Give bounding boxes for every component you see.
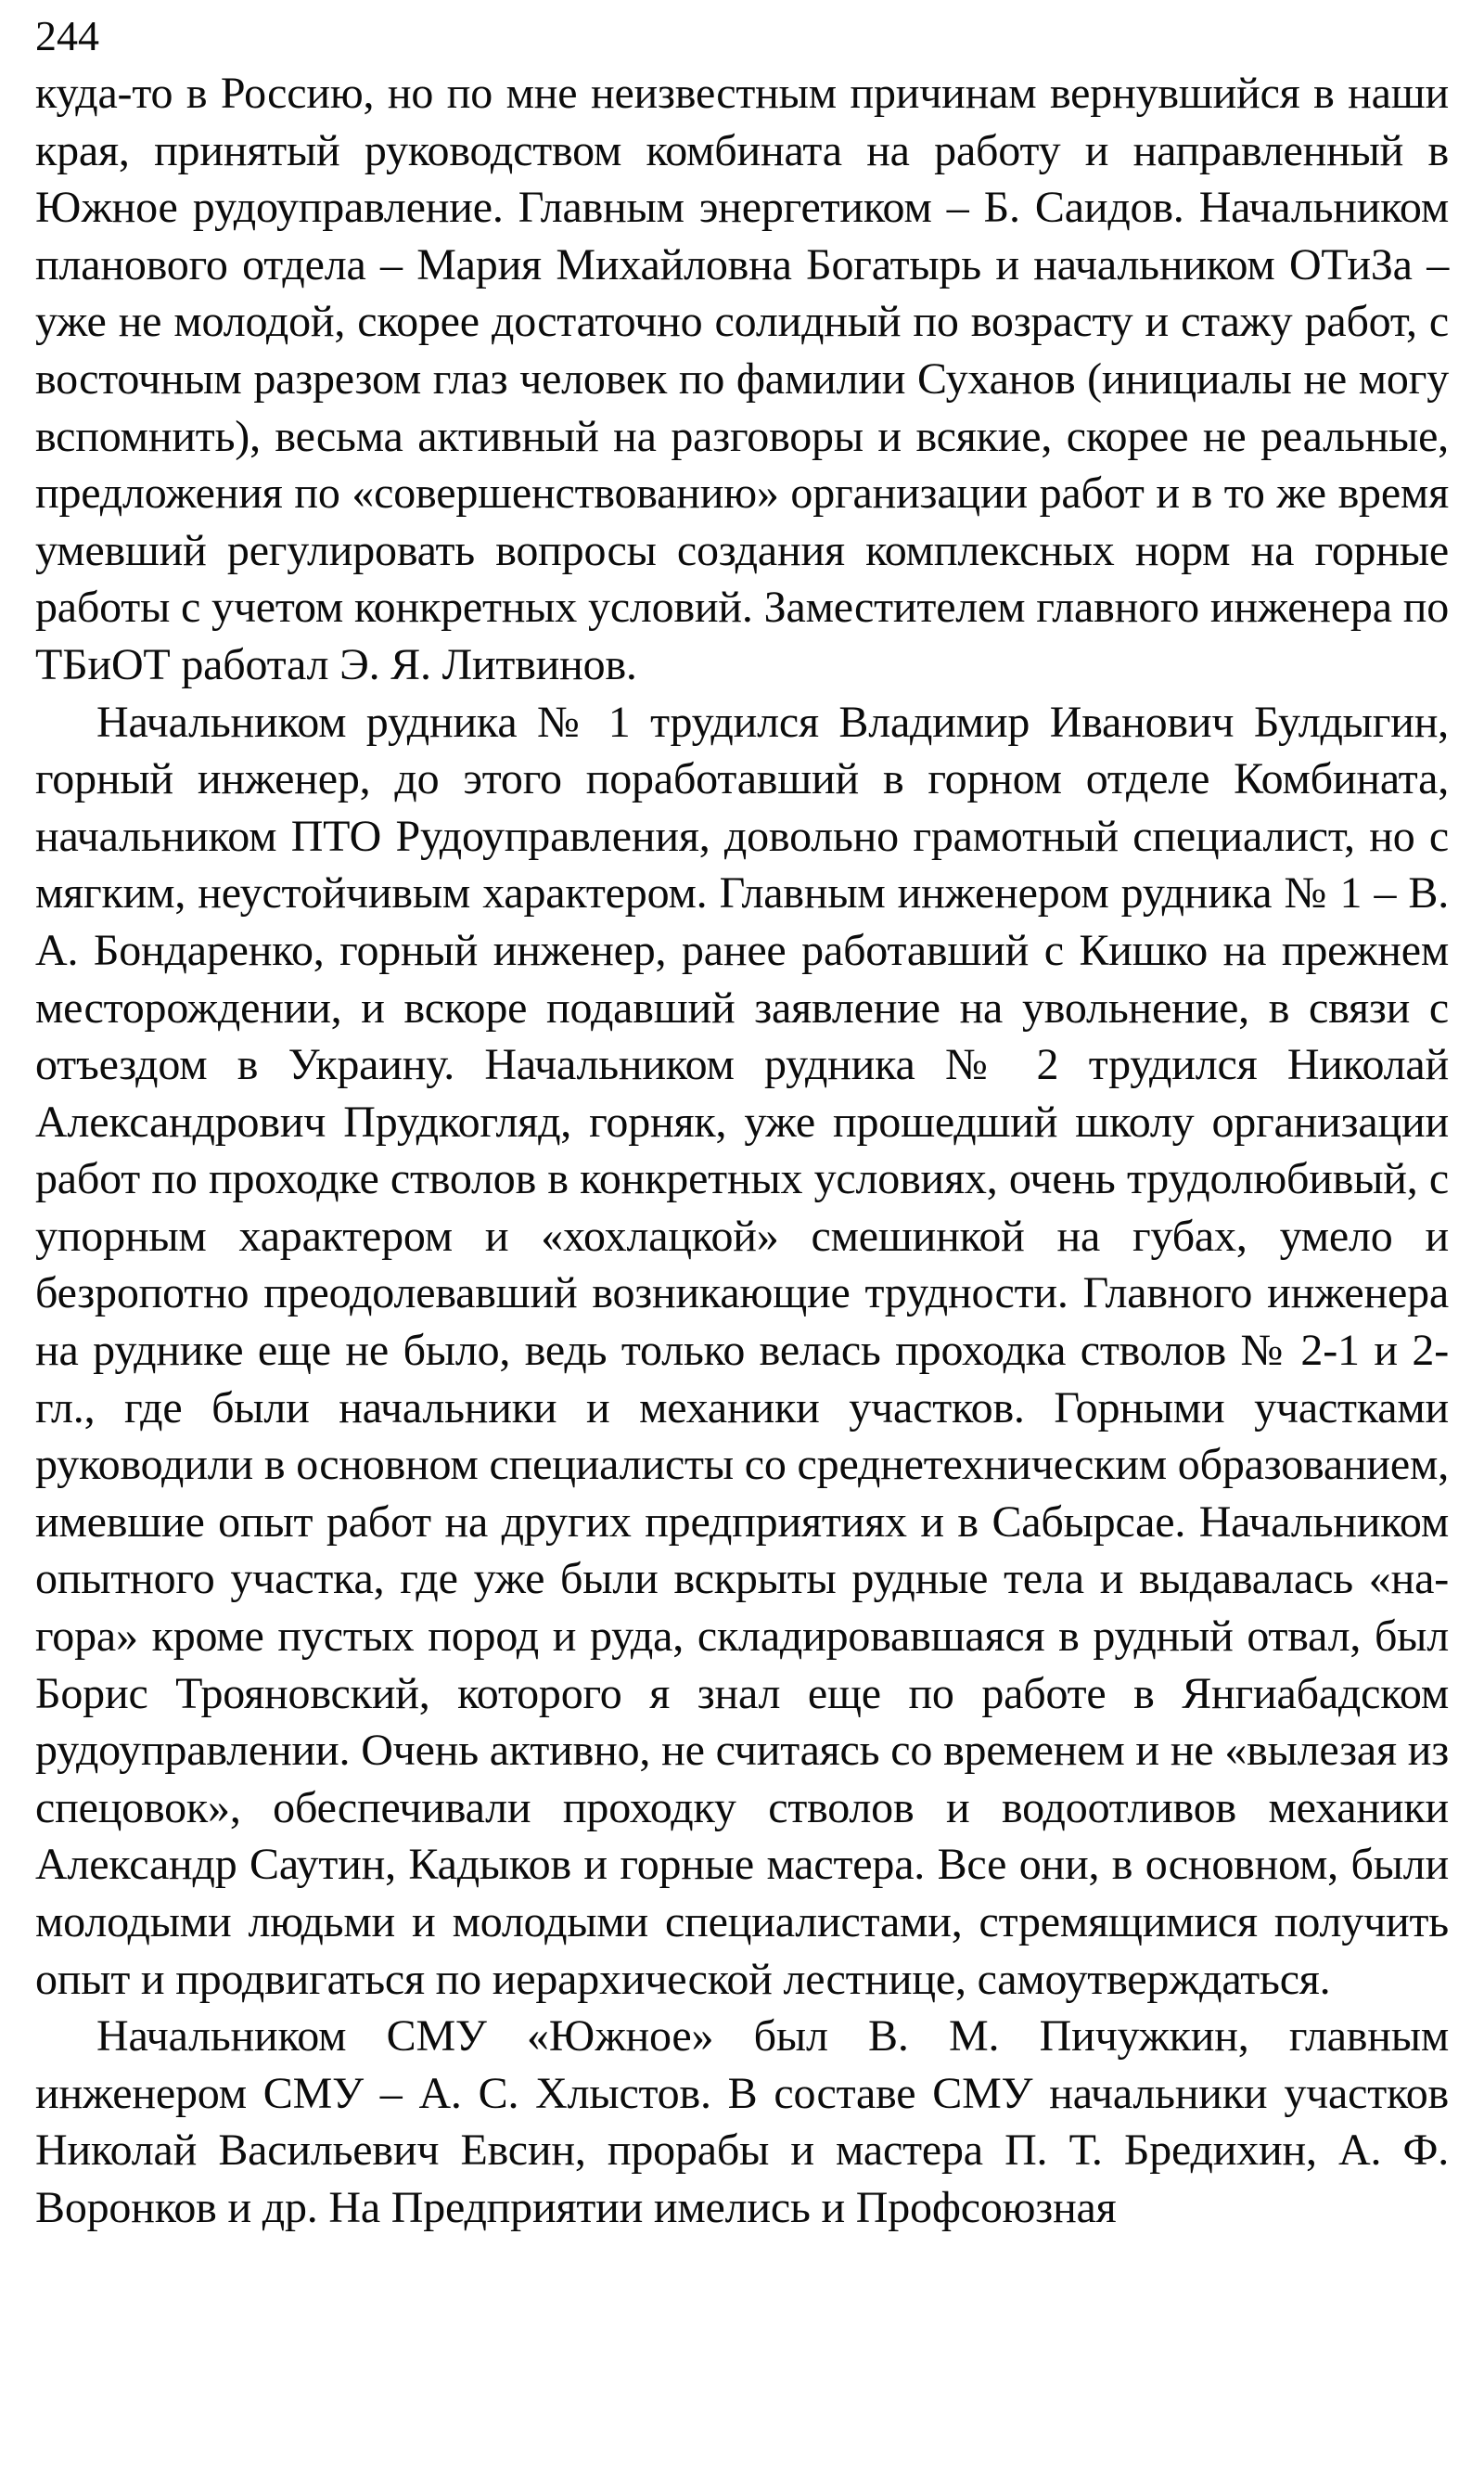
- paragraph-2: Начальником рудника № 1 трудился Владимир Иванович Булдыгин, горный инженер, до этого поработавший в горном отделе Комбината, начальником ПТО Рудоуправления, довольно грамотный специалист, но с мягким, неустойчивым характером. Главным инженером рудника № 1 – В. А. Бондаренко, горный инженер, ранее работавший с Кишко на прежнем месторождении, и вскоре подавший заявление на увольнение, в связи с отъездом в Украину. Начальником рудника № 2 трудился Николай Александрович Прудкогляд, горняк, уже прошедший школу организации работ по проходке стволов в конкретных условиях, очень трудолюбивый, с упорным характером и «хохлацкой» смешинкой на губах, умело и безропотно преодолевавший возникающие трудности. Главного инженера на руднике еще не было, ведь только велась проходка стволов № 2-1 и 2-гл., где были начальники и механики участков. Горными участками руководили в основном специалисты со среднетехническим образованием, имевшие опыт работ на других предприятиях и в Сабырсае. Начальником опытного участка, где уже были вскрыты рудные тела и выдавалась «на-гора» кроме пустых пород и руда, складировавшаяся в рудный отвал, был Борис Трояновский, которого я знал еще по работе в Янгиабадском рудоуправлении. Очень активно, не считаясь со временем и не «вылезая из спецовок», обеспечивали проходку стволов и водоотливов механики Александр Саутин, Кадыков и горные мастера. Все они, в основном, были молодыми людьми и молодыми специалистами, стремящимися получить опыт и продвигаться по иерархической лестнице, самоутверждаться.: [35, 697, 1449, 2004]
- paragraph-3: Начальником СМУ «Южное» был В. М. Пичужкин, главным инженером СМУ – А. С. Хлыстов. В составе СМУ начальники участков Николай Васильевич Евсин, прорабы и мастера П. Т. Бредихин, А. Ф. Воронков и др. На Предприятии имелись и Профсоюзная: [35, 2011, 1449, 2232]
- body-text: [35, 65, 1449, 2237]
- paragraph-1: куда-то в Россию, но по мне неизвестным причинам вернувшийся в наши края, принятый руководством комбината на работу и направленный в Южное рудоуправление. Главным энергетиком – Б. Саидов. Начальником планового отдела – Мария Михайловна Богатырь и начальником ОТиЗа – уже не молодой, скорее достаточно солидный по возрасту и стажу работ, с восточным разрезом глаз человек по фамилии Суханов (инициалы не могу вспомнить), весьма активный на разговоры и всякие, скорее не реальные, предложения по «совершенствованию» организации работ и в то же время умевший регулировать вопросы создания комплексных норм на горные работы с учетом конкретных условий. Заместителем главного инженера по ТБиОТ работал Э. Я. Литвинов.: [35, 69, 1449, 689]
- page-number: 244: [35, 12, 99, 59]
